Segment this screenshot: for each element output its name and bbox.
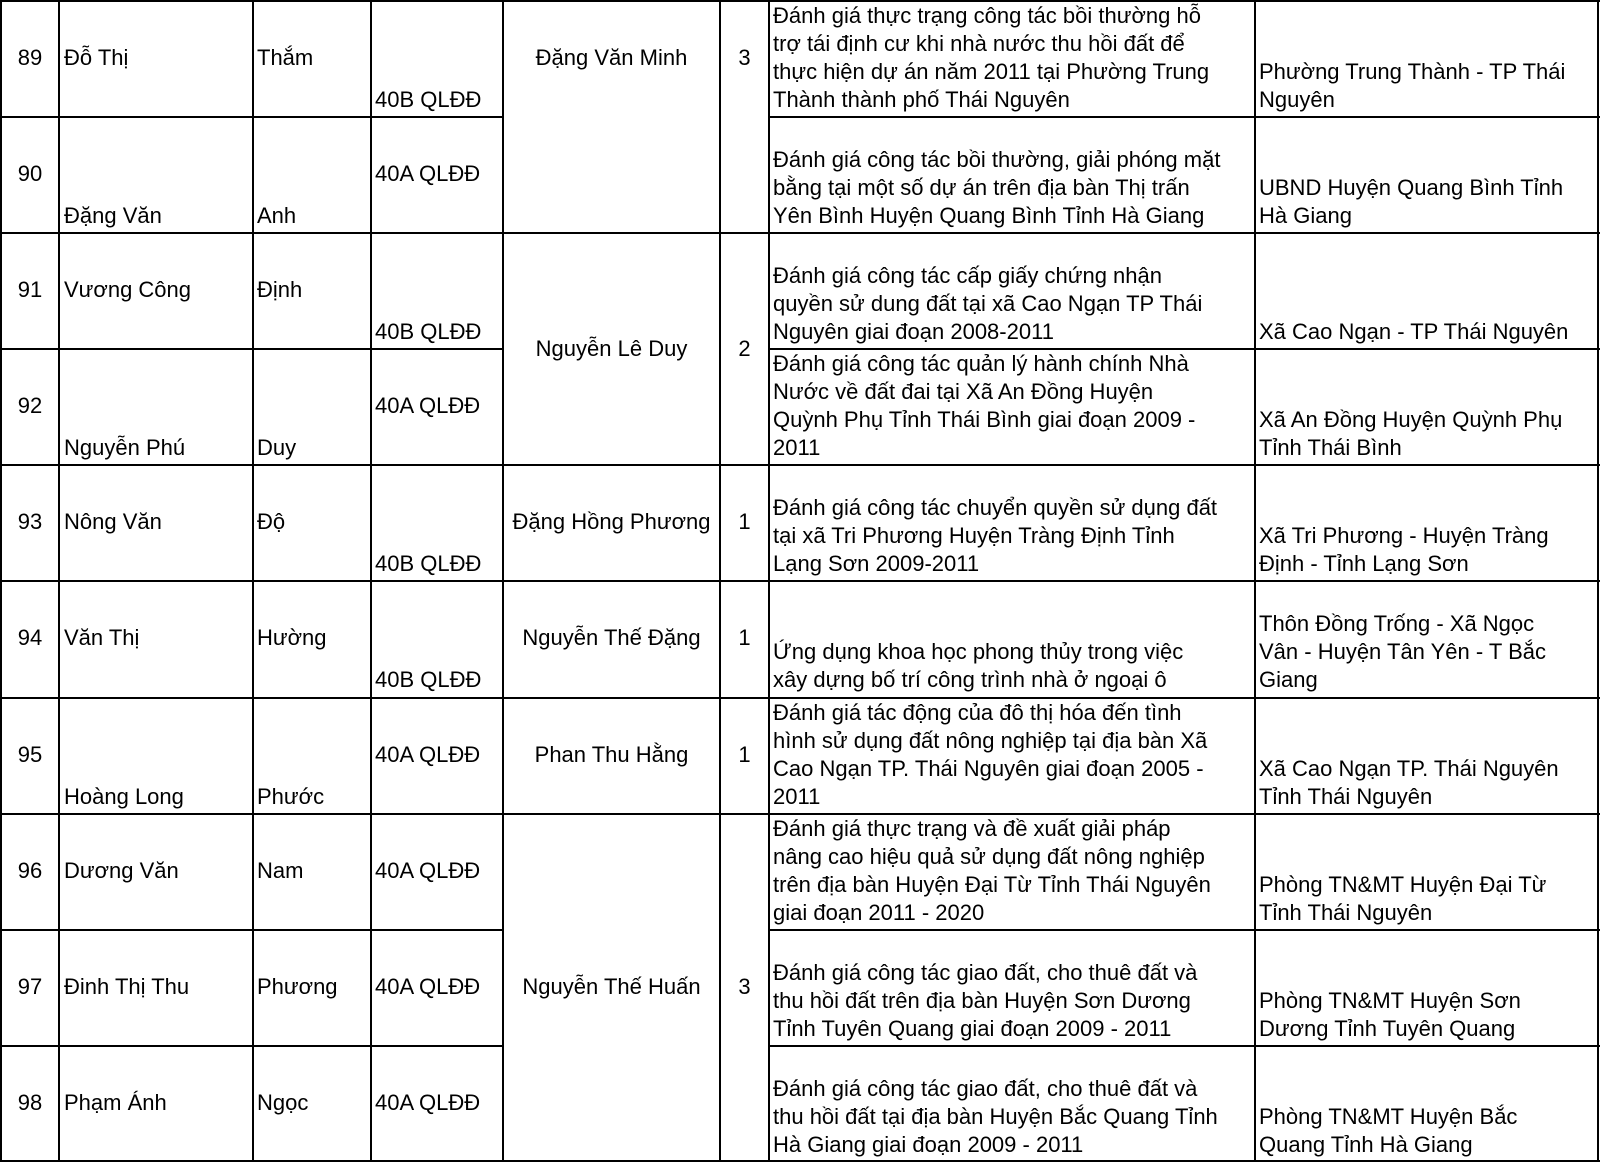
- internship-place-line: Xã Tri Phương - Huyện Tràng: [1259, 523, 1549, 548]
- internship-place-line: Phòng TN&MT Huyện Sơn: [1259, 988, 1521, 1013]
- thesis-topic-line: 2011: [773, 435, 821, 460]
- internship-place-line: Giang: [1259, 667, 1318, 692]
- internship-place-line: Tỉnh Thái Nguyên: [1259, 900, 1433, 925]
- internship-place-line: UBND Huyện Quang Bình Tỉnh: [1259, 175, 1564, 200]
- internship-place-line: Phường Trung Thành - TP Thái: [1259, 59, 1566, 84]
- student-given-name: Phương: [257, 974, 338, 999]
- class-code: 40A QLĐĐ: [375, 1090, 481, 1115]
- internship-place-line: Xã Cao Ngạn TP. Thái Nguyên: [1259, 756, 1559, 781]
- supervisor-name: Nguyễn Thế Huấn: [522, 974, 701, 999]
- thesis-topic-line: Nước về đất đai tại Xã An Đồng Huyện: [773, 379, 1154, 404]
- supervisor-name: Phan Thu Hằng: [534, 742, 689, 767]
- thesis-topic-line: Đánh giá công tác bồi thường, giải phóng mặt: [773, 147, 1221, 172]
- supervisor-name: Đặng Hồng Phương: [512, 509, 711, 534]
- thesis-topic-line: Cao Ngạn TP. Thái Nguyên giai đoạn 2005 -: [773, 756, 1204, 781]
- student-surname: Dương Văn: [64, 858, 179, 883]
- thesis-topic-line: Đánh giá công tác chuyển quyền sử dụng đất: [773, 495, 1218, 520]
- grid-line: [768, 1045, 1600, 1047]
- class-code: 40B QLĐĐ: [375, 667, 482, 692]
- thesis-topic-line: Đánh giá công tác giao đất, cho thuê đất và: [773, 960, 1198, 985]
- class-code: 40A QLĐĐ: [375, 858, 481, 883]
- thesis-topic-line: Đánh giá tác động của đô thị hóa đến tình: [773, 700, 1182, 725]
- thesis-topic-line: trợ tái định cư khi nhà nước thu hồi đất để: [773, 31, 1185, 56]
- class-code: 40B QLĐĐ: [375, 551, 482, 576]
- thesis-topic-line: Lạng Sơn 2009-2011: [773, 551, 980, 576]
- supervisor-name: Nguyễn Thế Đặng: [522, 625, 701, 650]
- student-given-name: Ngọc: [257, 1090, 309, 1115]
- thesis-topic-line: thu hồi đất trên địa bàn Huyện Sơn Dương: [773, 988, 1191, 1013]
- student-surname: Đặng Văn: [64, 203, 162, 228]
- thesis-topic-line: Đánh giá công tác quản lý hành chính Nhà: [773, 351, 1189, 376]
- internship-place-line: Định - Tỉnh Lạng Sơn: [1259, 551, 1469, 576]
- grid-line: [0, 232, 1600, 234]
- row-number: 93: [17, 509, 43, 534]
- supervisor-name: Nguyễn Lê Duy: [535, 336, 688, 361]
- student-surname: Đỗ Thị: [64, 45, 129, 70]
- row-number: 94: [17, 625, 43, 650]
- thesis-topic-line: giai đoạn 2011 - 2020: [773, 900, 985, 925]
- thesis-topic-line: Đánh giá công tác giao đất, cho thuê đất và: [773, 1076, 1198, 1101]
- internship-place-line: Tỉnh Thái Nguyên: [1259, 784, 1433, 809]
- thesis-topic-line: Quỳnh Phụ Tỉnh Thái Bình giai đoạn 2009 -: [773, 407, 1196, 432]
- thesis-topic-line: Đánh giá thực trạng công tác bồi thường hỗ: [773, 3, 1201, 28]
- row-number: 95: [17, 742, 43, 767]
- row-number: 96: [17, 858, 43, 883]
- thesis-topic-line: 2011: [773, 784, 821, 809]
- student-surname: Văn Thị: [64, 625, 140, 650]
- grid-line: [768, 929, 1600, 931]
- class-code: 40A QLĐĐ: [375, 742, 481, 767]
- supervisor-student-count: 3: [738, 45, 751, 70]
- thesis-topic-line: trên địa bàn Huyện Đại Từ Tỉnh Thái Nguyên: [773, 872, 1211, 897]
- class-code: 40A QLĐĐ: [375, 161, 481, 186]
- class-code: 40B QLĐĐ: [375, 87, 482, 112]
- student-surname: Phạm Ánh: [64, 1090, 167, 1115]
- thesis-topic-line: Ứng dụng khoa học phong thủy trong việc: [773, 639, 1184, 664]
- class-code: 40B QLĐĐ: [375, 319, 482, 344]
- internship-place-line: Vân - Huyện Tân Yên - T Bắc: [1259, 639, 1546, 664]
- supervisor-student-count: 1: [738, 509, 751, 534]
- student-given-name: Độ: [257, 509, 286, 534]
- internship-place-line: Xã An Đồng Huyện Quỳnh Phụ: [1259, 407, 1563, 432]
- grid-line: [0, 116, 502, 118]
- row-number: 90: [17, 161, 43, 186]
- student-given-name: Phước: [257, 784, 325, 809]
- thesis-topic-line: thực hiện dự án năm 2011 tại Phường Trung: [773, 59, 1210, 84]
- row-number: 98: [17, 1090, 43, 1115]
- thesis-topic-line: Yên Bình Huyện Quang Bình Tỉnh Hà Giang: [773, 203, 1205, 228]
- internship-place-line: Quang Tỉnh Hà Giang: [1259, 1132, 1473, 1157]
- grid-line: [0, 929, 502, 931]
- thesis-topic-line: Đánh giá thực trạng và đề xuất giải pháp: [773, 816, 1171, 841]
- student-given-name: Duy: [257, 435, 297, 460]
- supervisor-student-count: 3: [738, 974, 751, 999]
- student-surname: Đinh Thị Thu: [64, 974, 190, 999]
- student-surname: Vương Công: [64, 277, 192, 302]
- student-given-name: Định: [257, 277, 303, 302]
- grid-line: [768, 116, 1600, 118]
- grid-line: [0, 580, 1600, 582]
- class-code: 40A QLĐĐ: [375, 393, 481, 418]
- student-surname: Nông Văn: [64, 509, 162, 534]
- thesis-topic-line: Đánh giá công tác cấp giấy chứng nhận: [773, 263, 1162, 288]
- internship-place-line: Phòng TN&MT Huyện Bắc: [1259, 1104, 1518, 1129]
- grid-line: [0, 464, 1600, 466]
- internship-place-line: Nguyên: [1259, 87, 1335, 112]
- internship-place-line: Tỉnh Thái Bình: [1259, 435, 1402, 460]
- student-surname: Nguyễn Phú: [64, 435, 186, 460]
- thesis-topic-line: Nguyên giai đoạn 2008-2011: [773, 319, 1054, 344]
- internship-place-line: Hà Giang: [1259, 203, 1352, 228]
- thesis-topic-line: quyền sử dung đất tại xã Cao Ngạn TP Thái: [773, 291, 1203, 316]
- supervisor-student-count: 1: [738, 625, 751, 650]
- student-given-name: Thắm: [257, 45, 314, 70]
- thesis-topic-line: bằng tại một số dự án trên địa bàn Thị trấn: [773, 175, 1190, 200]
- thesis-topic-line: tại xã Tri Phương Huyện Tràng Định Tỉnh: [773, 523, 1175, 548]
- row-number: 89: [17, 45, 43, 70]
- internship-place-line: Thôn Đồng Trống - Xã Ngọc: [1259, 611, 1535, 636]
- student-given-name: Hường: [257, 625, 327, 650]
- student-surname: Hoàng Long: [64, 784, 184, 809]
- internship-place-line: Phòng TN&MT Huyện Đại Từ: [1259, 872, 1547, 897]
- thesis-topic-line: nâng cao hiệu quả sử dụng đất nông nghiệp: [773, 844, 1205, 869]
- grid-line: [0, 1045, 502, 1047]
- class-code: 40A QLĐĐ: [375, 974, 481, 999]
- thesis-topic-line: hình sử dụng đất nông nghiệp tại địa bàn Xã: [773, 728, 1208, 753]
- supervisor-student-count: 1: [738, 742, 751, 767]
- internship-place-line: Dương Tỉnh Tuyên Quang: [1259, 1016, 1516, 1041]
- grid-line: [0, 348, 502, 350]
- thesis-topic-line: Hà Giang giai đoạn 2009 - 2011: [773, 1132, 1084, 1157]
- row-number: 97: [17, 974, 43, 999]
- student-given-name: Anh: [257, 203, 297, 228]
- thesis-topic-line: thu hồi đất tại địa bàn Huyện Bắc Quang Tỉnh: [773, 1104, 1218, 1129]
- supervisor-student-count: 2: [738, 336, 751, 361]
- row-number: 91: [17, 277, 43, 302]
- student-given-name: Nam: [257, 858, 304, 883]
- thesis-topic-line: Thành thành phố Thái Nguyên: [773, 87, 1070, 112]
- internship-place-line: Xã Cao Ngạn - TP Thái Nguyên: [1259, 319, 1569, 344]
- row-number: 92: [17, 393, 43, 418]
- supervisor-name: Đặng Văn Minh: [535, 45, 688, 70]
- thesis-topic-line: xây dựng bố trí công trình nhà ở ngoại ô: [773, 667, 1167, 692]
- thesis-topic-line: Tỉnh Tuyên Quang giai đoạn 2009 - 2011: [773, 1016, 1172, 1041]
